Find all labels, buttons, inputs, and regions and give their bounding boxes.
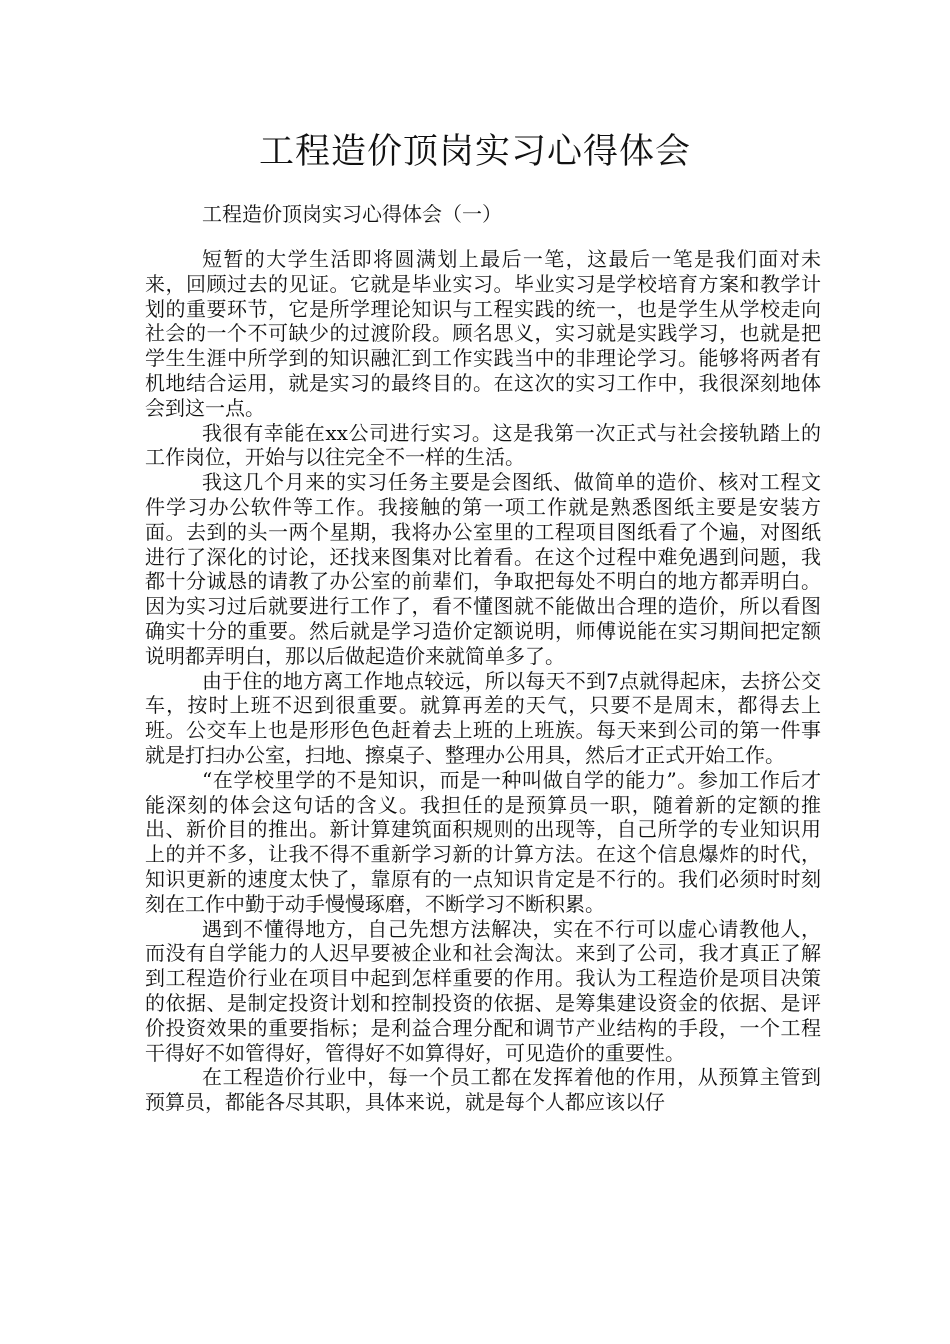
paragraph: 由于住的地方离工作地点较远，所以每天不到7点就得起床，去挤公交车，按时上班不迟到很重要。就算再差的天气，只要不是周末，都得去上班。公交车上也是形形色色赶着去上班的上班族。每天来到公司的第一件事就是打扫办公室，扫地、擦桌子、整理办公用具，然后才正式开始工作。 <box>145 668 821 767</box>
paragraph: “在学校里学的不是知识，而是一种叫做自学的能力”。参加工作后才能深刻的体会这句话的含义。我担任的是预算员一职，随着新的定额的推出、新价目的推出。新计算建筑面积规则的出现等，自己所学的专业知识用上的并不多，让我不得不重新学习新的计算方法。在这个信息爆炸的时代，知识更新的速度太快了，靠原有的一点知识肯定是不行的。我们必须时时刻刻在工作中勤于动手慢慢琢磨，不断学习不断积累。 <box>145 767 821 916</box>
paragraph: 我这几个月来的实习任务主要是会图纸、做简单的造价、核对工程文件学习办公软件等工作。我接触的第一项工作就是熟悉图纸主要是安装方面。去到的头一两个星期，我将办公室里的工程项目图纸看了个遍，对图纸进行了深化的讨论，还找来图集对比着看。在这个过程中难免遇到问题，我都十分诚恳的请教了办公室的前辈们，争取把每处不明白的地方都弄明白。因为实习过后就要进行工作了，看不懂图就不能做出合理的造价，所以看图确实十分的重要。然后就是学习造价定额说明，师傅说能在实习期间把定额说明都弄明白，那以后做起造价来就简单多了。 <box>145 470 821 668</box>
paragraph: 遇到不懂得地方，自己先想方法解决，实在不行可以虚心请教他人，而没有自学能力的人迟早要被企业和社会淘汰。来到了公司，我才真正了解到工程造价行业在项目中起到怎样重要的作用。我认为工程造价是项目决策的依据、是制定投资计划和控制投资的依据、是筹集建设资金的依据、是评价投资效果的重要指标；是利益合理分配和调节产业结构的手段，一个工程干得好不如管得好，管得好不如算得好，可见造价的重要性。 <box>145 916 821 1065</box>
section-heading: 工程造价顶岗实习心得体会（一） <box>202 202 502 226</box>
document-title: 工程造价顶岗实习心得体会 <box>258 132 691 172</box>
paragraph: 在工程造价行业中，每一个员工都在发挥着他的作用，从预算主管到预算员，都能各尽其职，具体来说，就是每个人都应该以仔 <box>145 1065 821 1115</box>
paragraph: 短暂的大学生活即将圆满划上最后一笔，这最后一笔是我们面对未来，回顾过去的见证。它就是毕业实习。毕业实习是学校培育方案和教学计划的重要环节，它是所学理论知识与工程实践的统一，也是学生从学校走向社会的一个不可缺少的过渡阶段。顾名思义，实习就是实践学习，也就是把学生生涯中所学到的知识融汇到工作实践当中的非理论学习。能够将两者有机地结合运用，就是实习的最终目的。在这次的实习工作中，我很深刻地体会到这一点。 <box>145 247 821 420</box>
document-body <box>145 247 821 1115</box>
paragraph: 我很有幸能在xx公司进行实习。这是我第一次正式与社会接轨踏上的工作岗位，开始与以往完全不一样的生活。 <box>145 420 821 470</box>
